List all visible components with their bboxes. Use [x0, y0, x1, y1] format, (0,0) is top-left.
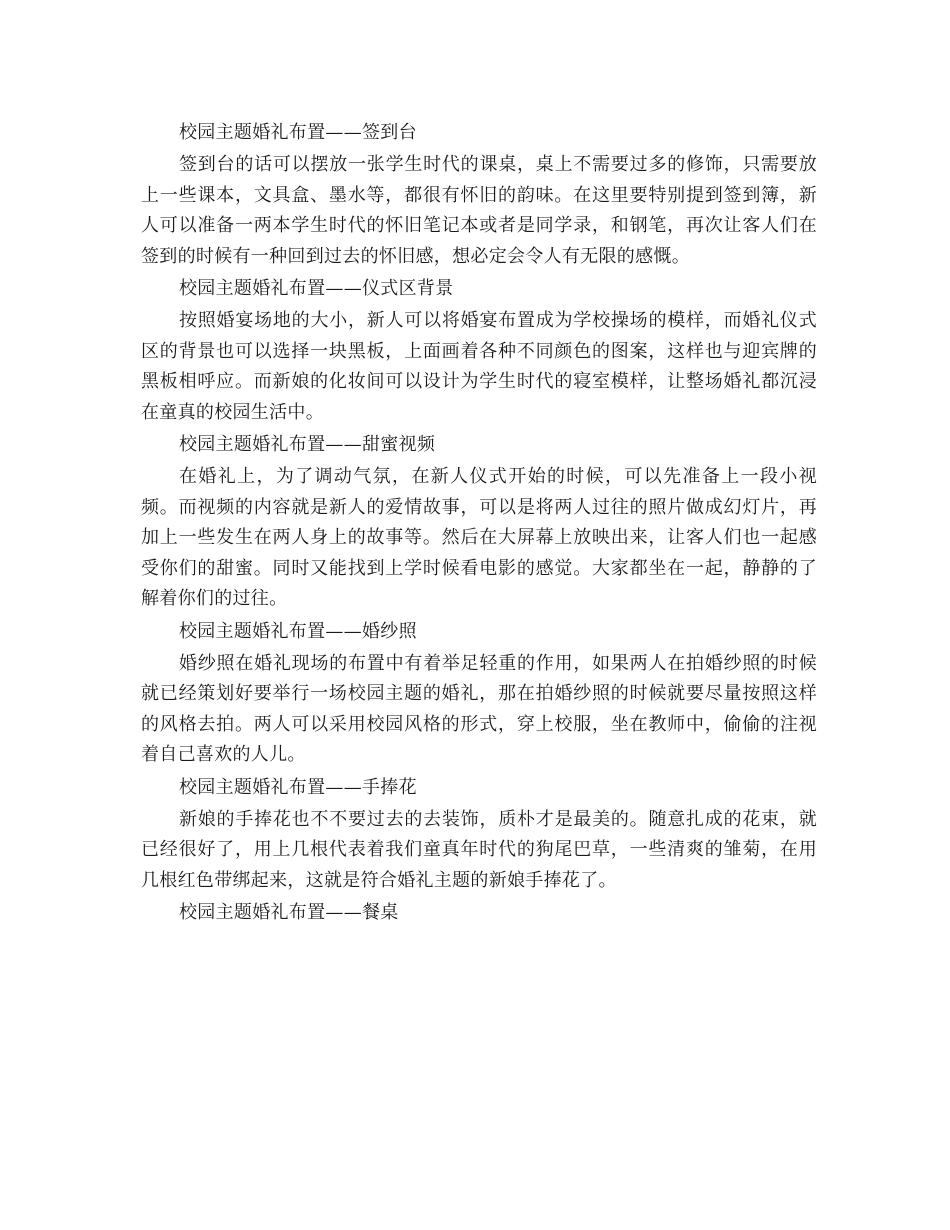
section-heading-wedding-photos: 校园主题婚礼布置——婚纱照	[179, 620, 417, 642]
section-body-sweet-video: 在婚礼上，为了调动气氛，在新人仪式开始的时候，可以先准备上一段小视频。而视频的内容就是新人的爱情故事，可以是将两人过往的照片做成幻灯片，再加上一些发生在两人身上的故事等。然后在大屏幕上放映出来，让客人们也一起感受你们的甜蜜。同时又能找到上学时候看电影的感觉。大家都坐在一起，静静的了解着你们的过往。	[141, 466, 817, 609]
section-heading-sign-in-table: 校园主题婚礼布置——签到台	[179, 122, 417, 143]
section-heading-dining-table: 校园主题婚礼布置——餐桌	[179, 902, 399, 923]
section-heading-ceremony-backdrop: 校园主题婚礼布置——仪式区背景	[179, 278, 454, 299]
section-body-ceremony-backdrop: 按照婚宴场地的大小，新人可以将婚宴布置成为学校操场的模样，而婚礼仪式区的背景也可以选择一块黑板，上面画着各种不同颜色的图案，这样也与迎宾牌的黑板相呼应。而新娘的化妆间可以设计为学生时代的寝室模样，让整场婚礼都沉浸在童真的校园生活中。	[141, 310, 817, 423]
section-body-sign-in-table: 签到台的话可以摆放一张学生时代的课桌，桌上不需要过多的修饰，只需要放上一些课本，文具盒、墨水等，都很有怀旧的韵味。在这里要特别提到签到簿，新人可以准备一两本学生时代的怀旧笔记本或者是同学录，和钢笔，再次让客人们在签到的时候有一种回到过去的怀旧感，想必定会令人有无限的感慨。	[141, 154, 817, 267]
section-heading-bouquet: 校园主题婚礼布置——手捧花	[179, 776, 417, 798]
section-body-bouquet: 新娘的手捧花也不不要过去的去装饰，质朴才是最美的。随意扎成的花束，就已经很好了，用上几根代表着我们童真年时代的狗尾巴草，一些清爽的雏菊，在用几根红色带绑起来，这就是符合婚礼主题的新娘手捧花了。	[141, 808, 817, 891]
section-body-wedding-photos: 婚纱照在婚礼现场的布置中有着举足轻重的作用，如果两人在拍婚纱照的时候就已经策划好要举行一场校园主题的婚礼，那在拍婚纱照的时候就要尽量按照这样的风格去拍。两人可以采用校园风格的形式，穿上校服，坐在教师中，偷偷的注视着自己喜欢的人儿。	[141, 652, 817, 765]
section-heading-sweet-video: 校园主题婚礼布置——甜蜜视频	[179, 434, 436, 455]
document-body	[141, 118, 817, 930]
